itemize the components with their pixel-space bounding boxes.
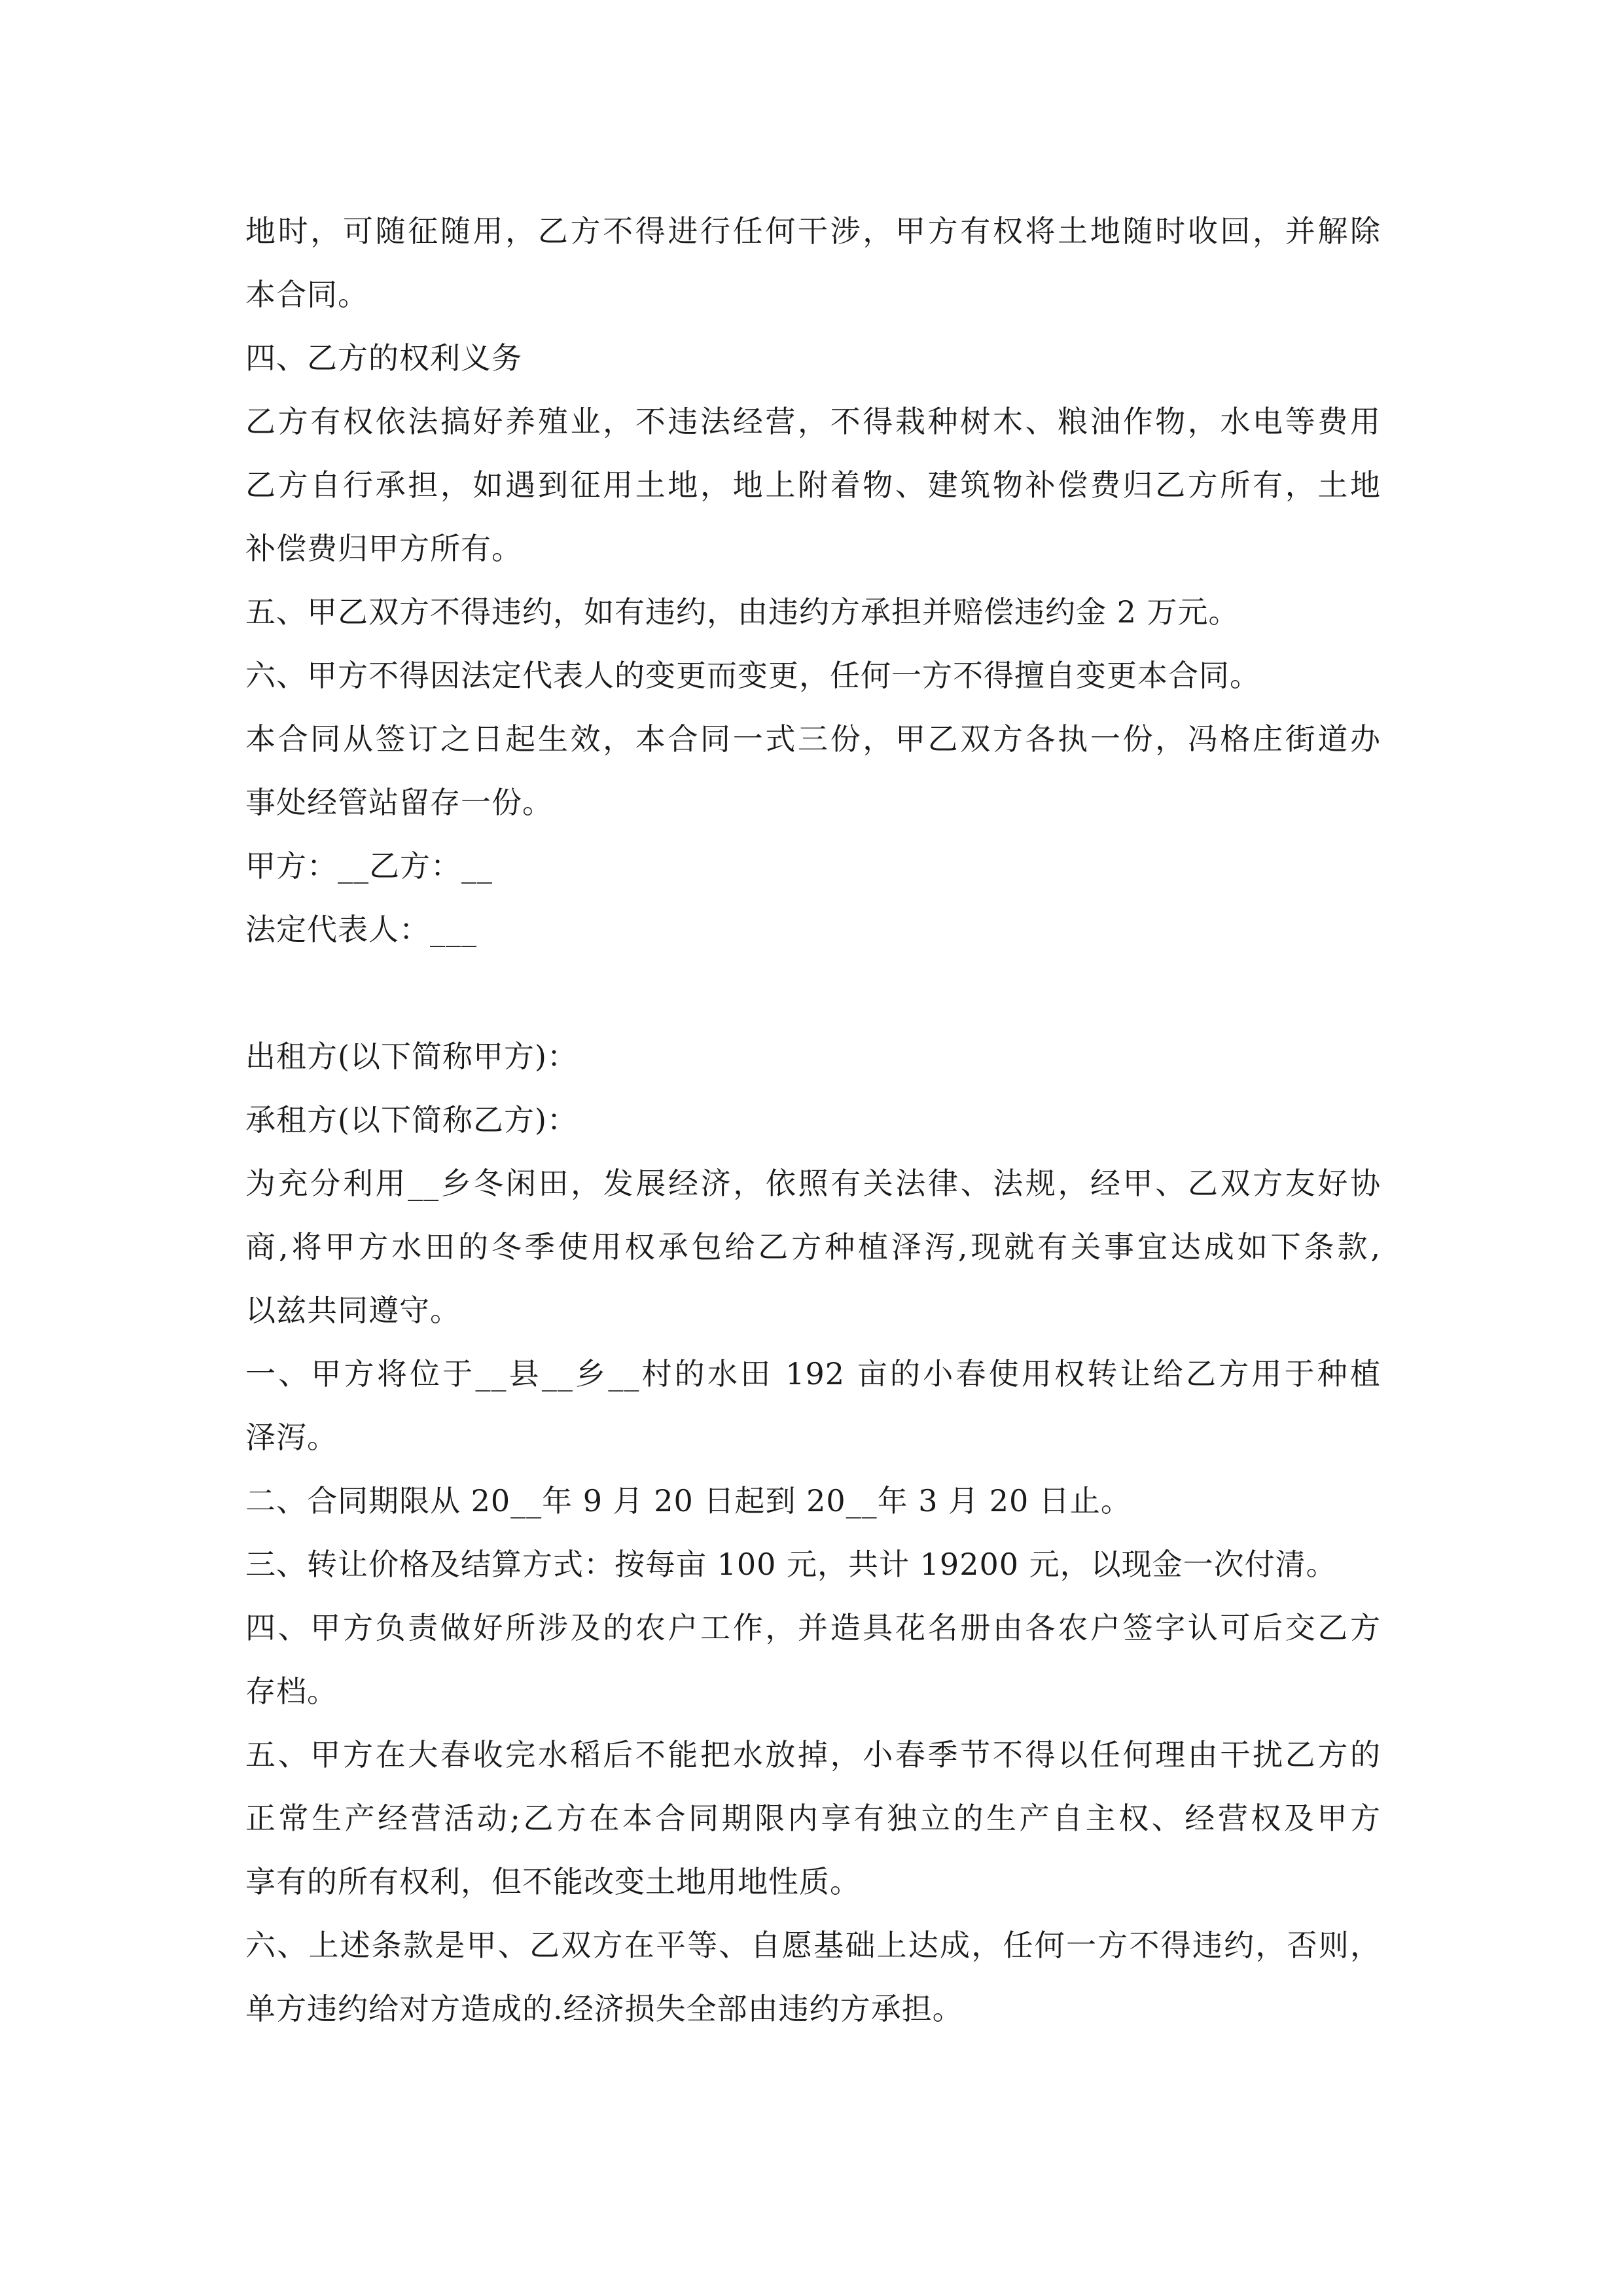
paragraph-line: 六、上述条款是甲、乙双方在平等、自愿基础上达成，任何一方不得违约，否则， xyxy=(245,1928,1381,1963)
paragraph-line: 事处经管站留存一份。 xyxy=(245,785,553,820)
paragraph-line: 本合同。 xyxy=(245,277,368,312)
paragraph-line: 本合同从签订之日起生效，本合同一式三份，甲乙双方各执一份，冯格庄街道办 xyxy=(245,721,1381,757)
signature-line: 甲方：__乙方：__ xyxy=(245,848,493,884)
paragraph-line: 乙方有权依法搞好养殖业，不违法经营，不得栽种树木、粮油作物，水电等费用 xyxy=(245,404,1381,439)
paragraph-line: 正常生产经营活动;乙方在本合同期限内享有独立的生产自主权、经营权及甲方 xyxy=(245,1801,1381,1836)
paragraph-line: 存档。 xyxy=(245,1674,338,1709)
paragraph-line: 泽泻。 xyxy=(245,1420,338,1455)
paragraph-line: 单方违约给对方造成的.经济损失全部由违约方承担。 xyxy=(245,1991,963,2026)
paragraph-line: 地时，可随征随用，乙方不得进行任何干涉，甲方有权将土地随时收回，并解除 xyxy=(245,213,1381,249)
paragraph-line: 补偿费归甲方所有。 xyxy=(245,531,522,566)
document-page xyxy=(245,200,1381,2041)
paragraph-line: 四、甲方负责做好所涉及的农户工作，并造具花名册由各农户签字认可后交乙方 xyxy=(245,1610,1381,1645)
party-line: 出租方(以下简称甲方)： xyxy=(245,1039,578,1074)
paragraph-line: 商,将甲方水田的冬季使用权承包给乙方种植泽泻,现就有关事宜达成如下条款, xyxy=(245,1229,1381,1265)
paragraph-line: 二、合同期限从 20__年 9 月 20 日起到 20__年 3 月 20 日止。 xyxy=(245,1483,1132,1518)
paragraph-line: 五、甲乙双方不得违约，如有违约，由违约方承担并赔偿违约金 2 万元。 xyxy=(245,594,1240,630)
paragraph-line: 六、甲方不得因法定代表人的变更而变更，任何一方不得擅自变更本合同。 xyxy=(245,658,1260,693)
paragraph-line: 享有的所有权利，但不能改变土地用地性质。 xyxy=(245,1864,861,1899)
paragraph-line: 为充分利用__乡冬闲田，发展经济，依照有关法律、法规，经甲、乙双方友好协 xyxy=(245,1166,1381,1201)
paragraph-line: 三、转让价格及结算方式：按每亩 100 元，共计 19200 元，以现金一次付清。 xyxy=(245,1547,1337,1582)
party-line: 承租方(以下简称乙方)： xyxy=(245,1102,578,1138)
paragraph-line: 一、甲方将位于__县__乡__村的水田 192 亩的小春使用权转让给乙方用于种植 xyxy=(245,1356,1381,1391)
paragraph-line: 五、甲方在大春收完水稻后不能把水放掉，小春季节不得以任何理由干扰乙方的 xyxy=(245,1737,1381,1772)
blank-line xyxy=(245,961,1381,1025)
paragraph-line: 以兹共同遵守。 xyxy=(245,1293,461,1328)
section-heading: 四、乙方的权利义务 xyxy=(245,340,522,376)
paragraph-line: 乙方自行承担，如遇到征用土地，地上附着物、建筑物补偿费归乙方所有，土地 xyxy=(245,467,1381,503)
signature-line: 法定代表人：___ xyxy=(245,912,477,947)
